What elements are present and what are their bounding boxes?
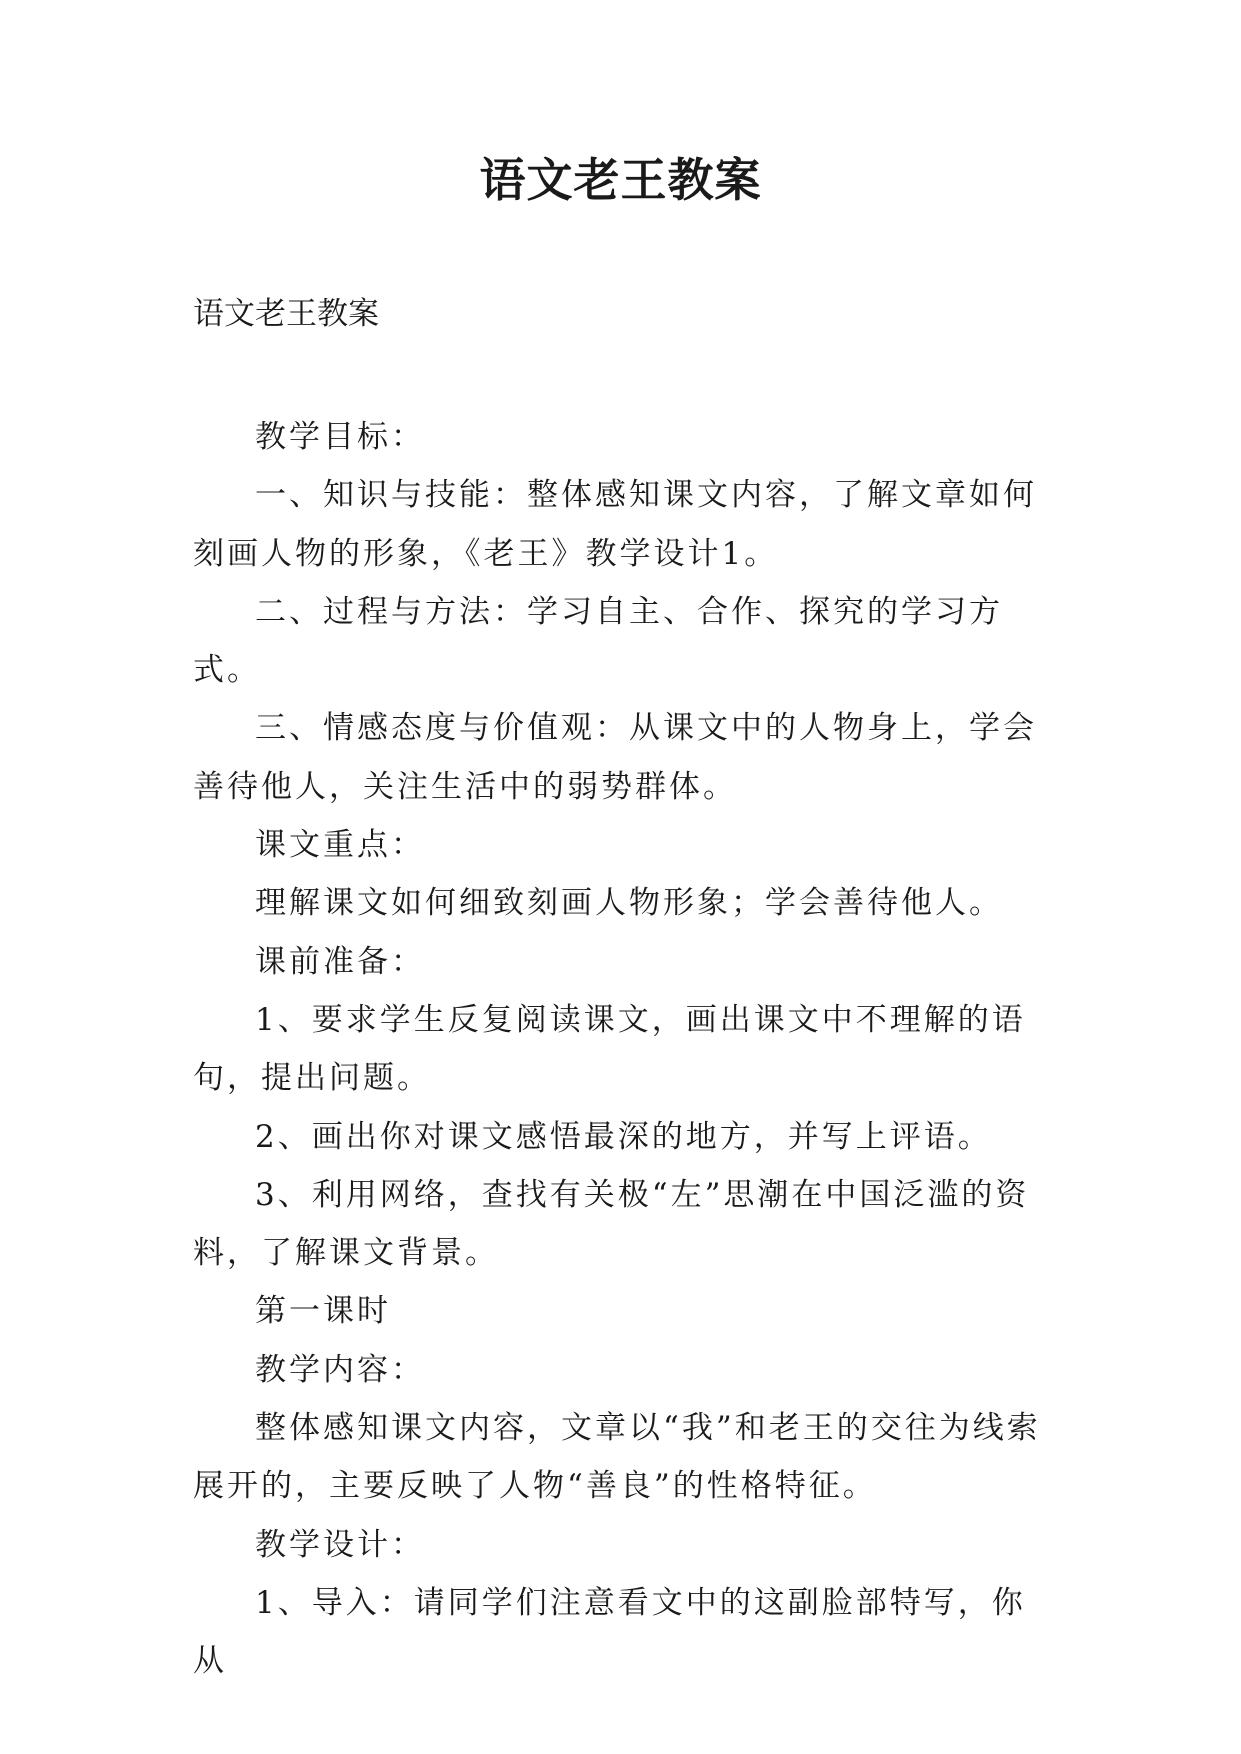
paragraph: 教学目标： <box>255 419 425 455</box>
document-subtitle: 语文老王教案 <box>193 296 379 332</box>
paragraph: 1、要求学生反复阅读课文，画出课文中不理解的语句，提出问题。 <box>193 1001 1026 1097</box>
paragraph: 三、情感态度与价值观：从课文中的人物身上，学会善待他人，关注生活中的弱势群体。 <box>193 710 1037 805</box>
paragraph: 教学设计： <box>255 1526 425 1563</box>
document-body <box>193 408 1058 1691</box>
paragraph: 一、知识与技能：整体感知课文内容，了解文章如何刻画人物的形象，《老王》教学设计1。 <box>193 477 1037 572</box>
paragraph: 3、利用网络，查找有关极“左”思潮在中国泛滥的资料，了解课文背景。 <box>193 1176 1030 1272</box>
paragraph: 第一课时 <box>255 1293 391 1330</box>
paragraph: 教学内容： <box>255 1351 425 1388</box>
paragraph: 课前准备： <box>255 943 425 980</box>
document-title: 语文老王教案 <box>479 153 762 207</box>
paragraph: 理解课文如何细致刻画人物形象；学会善待他人。 <box>255 885 1003 922</box>
paragraph: 二、过程与方法：学习自主、合作、探究的学习方式。 <box>193 593 1003 689</box>
paragraph: 2、画出你对课文感悟最深的地方，并写上评语。 <box>255 1118 992 1155</box>
paragraph: 整体感知课文内容，文章以“我”和老王的交往为线索展开的，主要反映了人物“善良”的性格特征。 <box>193 1410 1041 1505</box>
paragraph: 课文重点： <box>255 827 425 864</box>
paragraph: 1、导入：请同学们注意看文中的这副脸部特写，你从 <box>193 1584 1026 1680</box>
